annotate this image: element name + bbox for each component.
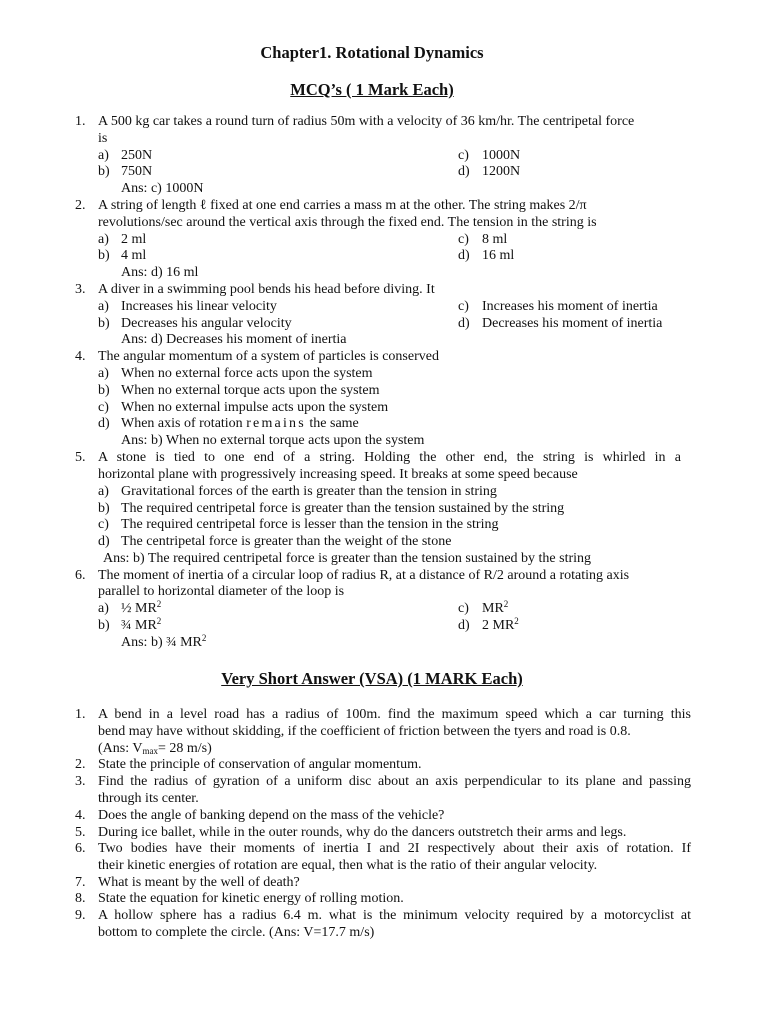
answer: Ans: d) Decreases his moment of inertia [121, 332, 347, 347]
vsa-heading [0, 669, 744, 689]
vsa-number: 7. [75, 875, 86, 890]
option-text: Increases his moment of inertia [482, 299, 658, 314]
option-text: Increases his linear velocity [121, 299, 277, 314]
vsa-number: 3. [75, 774, 86, 789]
option-text [121, 601, 161, 618]
option-label: c) [98, 517, 109, 532]
question-number: 3. [75, 282, 86, 297]
option-label: b) [98, 501, 110, 516]
question-stem-cont: parallel to horizontal diameter of the loop is [98, 584, 345, 599]
subscript: max [142, 746, 158, 756]
vsa-question: Does the angle of banking depend on the mass of the vehicle? [98, 808, 445, 823]
question-stem: The moment of inertia of a circular loop of radius R, at a distance of R/2 around a rotating axis [98, 568, 630, 583]
option-label: c) [458, 299, 469, 314]
option-text: 8 ml [482, 232, 508, 247]
option-label: b) [98, 316, 110, 331]
option-label: c) [98, 400, 109, 415]
question-stem: A 500 kg car takes a round turn of radius 50m with a velocity of 36 km/hr. The centripetal force [98, 114, 635, 129]
option-text-part: When axis of rotation [121, 416, 243, 431]
vsa-number: 8. [75, 891, 86, 906]
question-stem: The angular momentum of a system of particles is conserved [98, 349, 439, 364]
vsa-number: 9. [75, 908, 86, 923]
vsa-number: 5. [75, 825, 86, 840]
option-text: Decreases his moment of inertia [482, 316, 663, 331]
option-label: a) [98, 148, 109, 163]
option-text: The required centripetal force is lesser than the tension in the string [121, 517, 499, 532]
superscript: 2 [514, 616, 519, 626]
question-stem-cont: revolutions/sec around the vertical axis through the fixed end. The tension in the string is [98, 215, 597, 230]
question-stem-cont: horizontal plane with progressively increasing speed. It breaks at some speed because [98, 467, 578, 482]
option-label: d) [98, 416, 110, 431]
option-label: a) [98, 299, 109, 314]
question-number: 6. [75, 568, 86, 583]
option-text: 16 ml [482, 248, 515, 263]
option-text [121, 416, 359, 433]
superscript: 2 [201, 633, 207, 643]
option-text: 250N [121, 148, 153, 163]
chapter-title: Chapter1. Rotational Dynamics [260, 43, 484, 62]
vsa-question: State the equation for kinetic energy of rolling motion. [98, 891, 404, 906]
option-text: When no external force acts upon the system [121, 366, 373, 381]
vsa-question: What is meant by the well of death? [98, 875, 300, 890]
option-label: b) [98, 383, 110, 398]
vsa-question: A hollow sphere has a radius 6.4 m. what is the minimum velocity required by a motorcyclist at [98, 908, 691, 923]
vsa-answer-text: = 28 m/s) [157, 741, 212, 756]
vsa-answer-text: (Ans: V [98, 741, 143, 756]
option-text: 1000N [482, 148, 521, 163]
option-label: b) [98, 164, 110, 179]
vsa-question-cont: bend may have without skidding, if the coefficient of friction between the tyers and road is 0.8. [98, 724, 631, 739]
question-stem: A string of length ℓ fixed at one end carries a mass m at the other. The string makes 2/π [98, 198, 587, 213]
option-text [482, 601, 508, 618]
option-text: When no external torque acts upon the system [121, 383, 380, 398]
option-label: c) [458, 232, 469, 247]
option-label: a) [98, 484, 109, 499]
option-text: 750N [121, 164, 153, 179]
option-text-spaced: remains [246, 416, 306, 431]
option-label: b) [98, 618, 110, 633]
vsa-heading-text: Very Short Answer (VSA) (1 MARK Each) [221, 669, 523, 688]
option-text-part: MR [482, 601, 504, 616]
vsa-question: Find the radius of gyration of a uniform disc about an axis perpendicular to its plane and passing [98, 774, 691, 789]
vsa-question: During ice ballet, while in the outer rounds, why do the dancers outstretch their arms and legs. [98, 825, 627, 840]
option-label: c) [458, 148, 469, 163]
option-text-part: the same [309, 416, 359, 431]
question-stem-cont: is [98, 131, 108, 146]
option-text: When no external impulse acts upon the system [121, 400, 389, 415]
option-text: 2 ml [121, 232, 147, 247]
answer [121, 635, 206, 652]
option-text-part: 2 MR [482, 618, 515, 633]
option-label: d) [98, 534, 110, 549]
superscript: 2 [503, 599, 509, 609]
option-text: The centripetal force is greater than the weight of the stone [121, 534, 452, 549]
vsa-answer [98, 741, 212, 758]
superscript: 2 [156, 599, 162, 609]
question-number: 5. [75, 450, 86, 465]
option-text: The required centripetal force is greater than the tension sustained by the string [121, 501, 565, 516]
question-number: 1. [75, 114, 86, 129]
vsa-question: A bend in a level road has a radius of 100m. find the maximum speed which a car turning this [98, 707, 691, 722]
option-label: b) [98, 248, 110, 263]
option-text [121, 618, 161, 635]
vsa-question-cont: through its center. [98, 791, 199, 806]
option-text-part: ½ MR [121, 601, 157, 616]
option-label: d) [458, 248, 470, 263]
question-number: 2. [75, 198, 86, 213]
option-label: d) [458, 316, 470, 331]
mcq-heading [0, 80, 744, 100]
vsa-number: 4. [75, 808, 86, 823]
superscript: 2 [156, 616, 162, 626]
option-text: Gravitational forces of the earth is greater than the tension in string [121, 484, 497, 499]
vsa-number: 2. [75, 757, 86, 772]
option-text: 4 ml [121, 248, 147, 263]
option-text: 1200N [482, 164, 521, 179]
option-label: d) [458, 164, 470, 179]
question-number: 4. [75, 349, 86, 364]
option-text [482, 618, 519, 635]
answer: Ans: c) 1000N [121, 181, 204, 196]
answer-text: Ans: b) ¾ MR [121, 635, 202, 650]
vsa-question-cont: bottom to complete the circle. (Ans: V=17.7 m/s) [98, 925, 375, 940]
mcq-heading-text: MCQ’s ( 1 Mark Each) [290, 80, 454, 99]
option-label: a) [98, 232, 109, 247]
vsa-question: Two bodies have their moments of inertia I and 2I respectively about their axis of rotation. If [98, 841, 691, 856]
option-label: a) [98, 366, 109, 381]
option-label: a) [98, 601, 109, 616]
answer: Ans: b) When no external torque acts upon the system [121, 433, 425, 448]
vsa-number: 6. [75, 841, 86, 856]
vsa-number: 1. [75, 707, 86, 722]
question-stem: A diver in a swimming pool bends his head before diving. It [98, 282, 435, 297]
option-label: d) [458, 618, 470, 633]
vsa-question: State the principle of conservation of angular momentum. [98, 757, 422, 772]
question-stem: A stone is tied to one end of a string. Holding the other end, the string is whirled in a [98, 450, 681, 465]
answer: Ans: d) 16 ml [121, 265, 199, 280]
option-text: Decreases his angular velocity [121, 316, 292, 331]
option-text-part: ¾ MR [121, 618, 157, 633]
answer: Ans: b) The required centripetal force is greater than the tension sustained by the string [103, 551, 592, 566]
vsa-question-cont: their kinetic energies of rotation are equal, then what is the ratio of their angular velocity. [98, 858, 598, 873]
option-label: c) [458, 601, 469, 616]
